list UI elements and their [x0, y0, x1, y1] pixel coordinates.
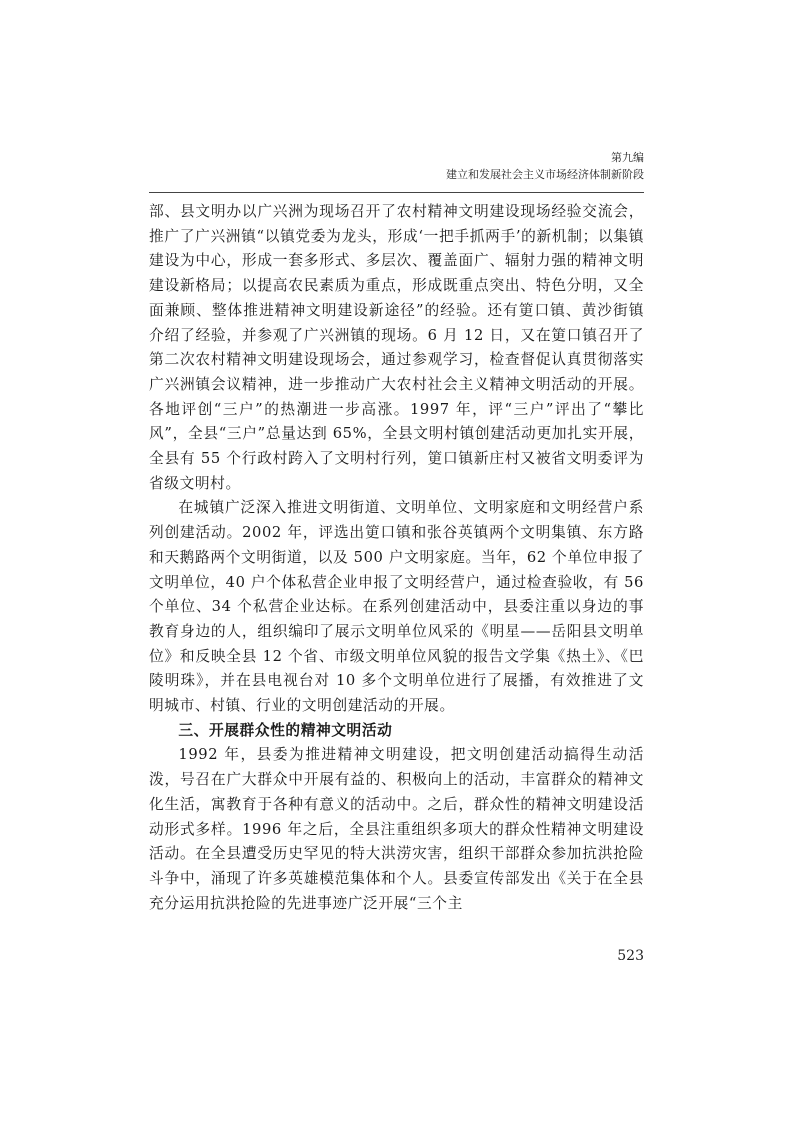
header-title: 建立和发展社会主义市场经济体制新阶段 — [446, 168, 644, 181]
header-rule — [149, 192, 644, 193]
paragraph: 1992 年，县委为推进精神文明建设，把文明创建活动搞得生动活泼，号召在广大群众中开展有益的、积极向上的活动，丰富群众的精神文化生活，寓教育于各种有意义的活动中。之后，群众性的精神文明建设活动形式多样。1996 年之后，全县注重组织多项大的群众性精神文明建设活动。在全县遭受历史罕见的特大洪涝灾害，组织干部群众参加抗洪抢险斗争中，涌现了许多英雄模范集体和个人。县委宣传部发出《关于在全县充分运用抗洪抢险的先进事迹广泛开展“三个主 — [149, 746, 644, 912]
page-number: 523 — [617, 948, 644, 964]
header-part: 第九编 — [611, 151, 644, 164]
page-body — [149, 200, 644, 916]
section-heading: 三、开展群众性的精神文明活动 — [178, 721, 393, 739]
paragraph-continued: 部、县文明办以广兴洲为现场召开了农村精神文明建设现场经验交流会，推广了广兴洲镇“以镇党委为龙头，形成‘一把手抓两手’的新机制；以集镇建设为中心，形成一套多形式、多层次、覆盖面广、辐射力强的精神文明建设新格局；以提高农民素质为重点，形成既重点突出、特色分明，又全面兼顾、整体推进精神文明建设新途径”的经验。还有筻口镇、黄沙街镇介绍了经验，并参观了广兴洲镇的现场。6 月 12 日，又在筻口镇召开了第二次农村精神文明建设现场会，通过参观学习，检查督促认真贯彻落实广兴洲镇会议精神，进一步推动广大农村社会主义精神文明活动的开展。各地评创“三户”的热潮进一步高涨。1997 年，评“三户”评出了“攀比风”，全县“三户”总量达到 65%，全县文明村镇创建活动更加扎实开展，全县有 55 个行政村跨入了文明村行列，筻口镇新庄村又被省文明委评为省级文明村。 — [149, 203, 644, 492]
running-header — [446, 149, 644, 183]
paragraph: 在城镇广泛深入推进文明街道、文明单位、文明家庭和文明经营户系列创建活动。2002 年，评选出筻口镇和张谷英镇两个文明集镇、东方路和天鹅路两个文明街道，以及 500 户文明家庭。当年，62 个单位申报了文明单位，40 户个体私营企业申报了文明经营户，通过检查验收，有 56 个单位、34 个私营企业达标。在系列创建活动中，县委注重以身边的事教育身边的人，组织编印了展示文明单位风采的《明星——岳阳县文明单位》和反映全县 12 个省、市级文明单位风貌的报告文学集《热土》、《巴陵明珠》，并在县电视台对 10 多个文明单位进行了展播，有效推进了文明城市、村镇、行业的文明创建活动的开展。 — [149, 499, 644, 715]
